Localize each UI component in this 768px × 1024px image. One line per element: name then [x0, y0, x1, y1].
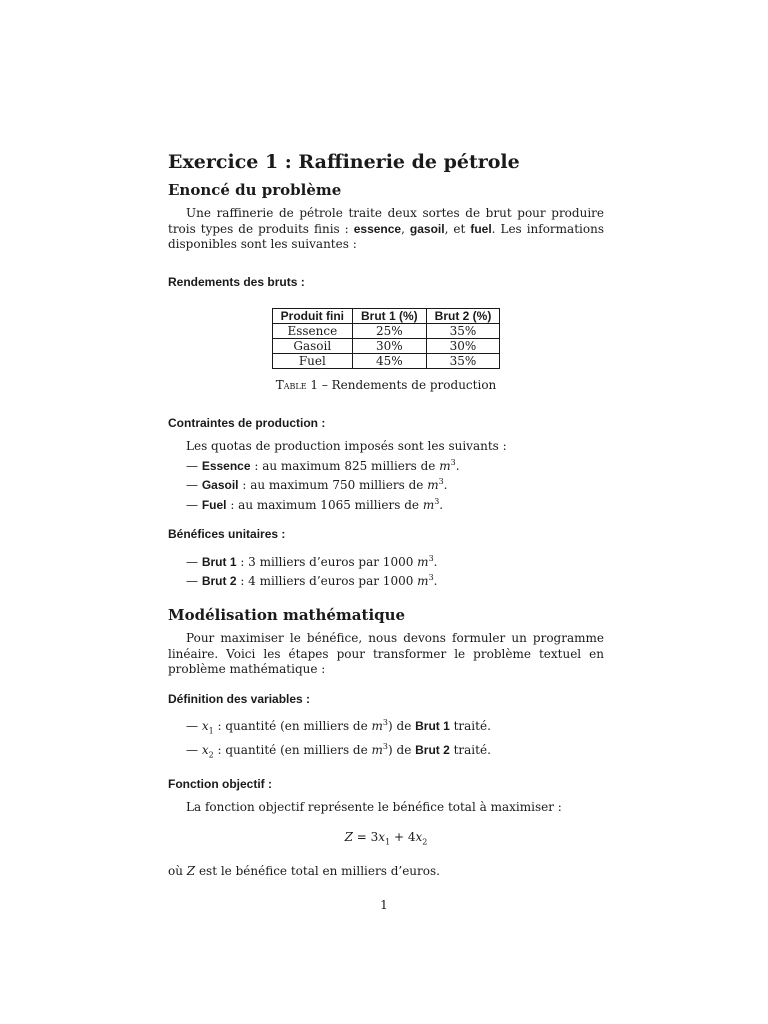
item-text: : 4 milliers d’euros par 1000: [236, 574, 418, 588]
item-text: : 3 milliers d’euros par 1000: [236, 554, 418, 569]
text: est le bénéfice total en milliers d’euros.: [195, 863, 440, 878]
intro-text-2: . Les informations disponibles sont les suivantes :: [168, 221, 604, 251]
constraints-list: [168, 439, 604, 513]
table-header-row: [272, 309, 500, 324]
table-header: Brut 2 (%): [426, 309, 500, 324]
period: .: [455, 458, 460, 473]
list-item: [168, 551, 604, 571]
item-text: ) de: [388, 742, 416, 757]
page-title: Exercice 1 : Raffinerie de pétrole: [168, 151, 520, 173]
caption-label: Table 1: [275, 378, 318, 392]
eq-z: Z: [186, 863, 196, 878]
table-row: [272, 324, 500, 339]
unit: m: [417, 554, 429, 569]
subheading-benefices: Bénéfices unitaires :: [168, 527, 286, 541]
modelisation-paragraph: Pour maximiser le bénéfice, nous devons formuler un programme linéaire. Voici les étapes pour transformer le problème textuel en problème mathématique :: [168, 631, 604, 676]
dash: —: [186, 478, 202, 492]
dash: —: [186, 554, 202, 569]
table-cell: 25%: [352, 324, 426, 339]
dash: —: [186, 742, 202, 757]
var-x: x: [201, 742, 209, 757]
list-item: [168, 494, 604, 514]
intro-paragraph: [168, 206, 604, 253]
item-text: : quantité (en milliers de: [213, 719, 372, 733]
eq-x1: x: [378, 829, 386, 844]
list-item: [168, 715, 604, 739]
caption-text: – Rendements de production: [318, 378, 497, 392]
var-sub: 1: [208, 726, 214, 736]
subheading-variables: Définition des variables :: [168, 691, 311, 706]
intro-gasoil: gasoil: [409, 221, 445, 236]
list-item: [168, 570, 604, 590]
unit-exp: 3: [434, 496, 440, 506]
unit: m: [439, 458, 451, 473]
document-page: [168, 151, 604, 879]
table-header: Produit fini: [272, 309, 352, 324]
page-number: 1: [380, 898, 388, 912]
dash: —: [186, 497, 202, 512]
var-x: x: [201, 719, 209, 733]
table-cell: 30%: [426, 339, 500, 354]
period: .: [439, 497, 444, 512]
unit: m: [422, 497, 435, 512]
table-row: [272, 339, 500, 354]
table-cell: 45%: [352, 354, 426, 369]
table-cell: 35%: [426, 354, 500, 369]
dash: —: [186, 574, 202, 588]
item-text: : au maximum 750 milliers de: [238, 478, 428, 492]
benefits-list: [168, 551, 604, 590]
item-text: : au maximum 1065 milliers de: [226, 497, 423, 512]
dash: —: [186, 458, 202, 473]
period: .: [433, 554, 438, 569]
item-label: Essence: [201, 458, 251, 473]
item-label: Brut 1: [415, 719, 450, 733]
item-text: ) de: [388, 719, 416, 733]
item-text: traité.: [449, 742, 491, 757]
unit-exp: 3: [382, 741, 389, 751]
constraints-intro: Les quotas de production imposés sont les suivants :: [186, 439, 507, 453]
unit-exp: 3: [428, 553, 434, 563]
table-row: [272, 354, 500, 369]
table-cell: Gasoil: [272, 339, 352, 354]
item-label: Brut 2: [201, 574, 237, 588]
intro-sep-2: , et: [444, 221, 471, 236]
unit: m: [371, 719, 383, 733]
list-item: [168, 739, 604, 763]
table-cell: Essence: [272, 324, 352, 339]
table-cell: 35%: [426, 324, 500, 339]
table-cell: Fuel: [272, 354, 352, 369]
unit-exp: 3: [382, 718, 389, 727]
eq-sub1: 1: [385, 837, 391, 847]
period: .: [443, 478, 448, 492]
unit-exp: 3: [438, 477, 444, 486]
subheading-rendements: Rendements des bruts :: [168, 274, 305, 289]
objective-equation: [168, 830, 604, 850]
variables-list: [168, 715, 604, 763]
unit: m: [427, 478, 439, 492]
item-label: Brut 2: [415, 742, 450, 757]
eq-part: + 4: [390, 829, 416, 844]
list-item: [168, 455, 604, 475]
intro-text-1: Une raffinerie de pétrole traite deux sortes de brut pour produire trois types de produits finis :: [168, 206, 604, 236]
item-text: traité.: [449, 719, 491, 733]
item-text: : quantité (en milliers de: [213, 742, 372, 757]
eq-part: = 3: [352, 829, 379, 844]
unit: m: [371, 742, 383, 757]
item-label: Brut 1: [201, 554, 237, 569]
eq-sub2: 2: [422, 837, 428, 847]
subheading-contraintes: Contraintes de production :: [168, 415, 326, 430]
item-label: Gasoil: [201, 478, 239, 492]
yield-table: [272, 308, 501, 369]
item-text: : au maximum 825 milliers de: [250, 458, 440, 473]
subheading-objectif: Fonction objectif :: [168, 776, 272, 791]
list-item: [168, 474, 604, 494]
var-sub: 2: [208, 750, 214, 760]
table-caption: [168, 378, 604, 394]
intro-sep-1: ,: [401, 221, 410, 236]
intro-essence: essence: [353, 221, 402, 236]
table-header: Brut 1 (%): [352, 309, 426, 324]
table-cell: 30%: [352, 339, 426, 354]
unit-exp: 3: [450, 457, 456, 467]
section-heading-modelisation: Modélisation mathématique: [168, 605, 406, 624]
unit-exp: 3: [428, 573, 434, 582]
unit: m: [417, 574, 429, 588]
eq-x2: x: [415, 829, 423, 844]
eq-z: Z: [344, 829, 353, 844]
text: où: [168, 863, 187, 878]
objective-explanation: [168, 864, 604, 880]
intro-fuel: fuel: [470, 221, 492, 236]
item-label: Fuel: [201, 497, 227, 512]
dash: —: [186, 719, 202, 733]
objective-intro: La fonction objectif représente le bénéfice total à maximiser :: [186, 800, 562, 815]
section-heading-enonce: Enoncé du problème: [168, 180, 342, 199]
period: .: [433, 574, 438, 588]
